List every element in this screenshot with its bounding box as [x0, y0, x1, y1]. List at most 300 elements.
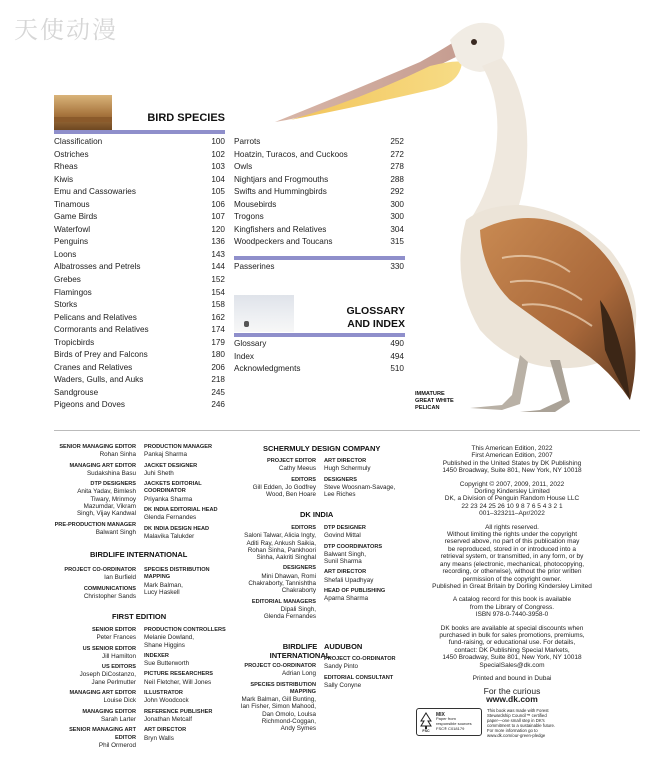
credit-name: Aditi Ray, Ankush Saikia,	[246, 539, 316, 547]
credit-role: SENIOR MANAGING EDITOR	[59, 444, 136, 450]
toc-entry-page: 107	[211, 212, 225, 222]
toc-entry[interactable]	[234, 136, 404, 149]
credit-name: Melanie Dowland,	[144, 634, 195, 642]
toc-entry-title: Classification	[54, 137, 103, 146]
toc-entry-title: Tinamous	[54, 199, 90, 209]
rights-info	[412, 524, 612, 591]
fsc-brand-text: FSC	[422, 729, 430, 732]
toc-entry[interactable]	[234, 199, 404, 212]
credit-role: PROJECT CO-ORDINATOR	[64, 567, 136, 573]
credit-name: Louise Dick	[103, 697, 136, 705]
toc-entry[interactable]	[54, 149, 225, 162]
credit-entry	[144, 709, 229, 724]
credit-name: Priyanka Sharma	[144, 495, 193, 503]
text-line: Dorling Kindersley Limited	[474, 488, 550, 496]
credits-b1	[54, 567, 136, 604]
fsc-logo	[416, 708, 482, 736]
text-line: recording, or otherwise), without the prior written	[442, 568, 582, 576]
credit-entry	[324, 569, 410, 584]
credit-name: Mark Balman,	[144, 581, 183, 589]
credit-name: Balwant Singh	[95, 528, 136, 536]
credits-b2	[144, 567, 229, 600]
toc-entry-page: 330	[390, 262, 404, 271]
glossary-list	[234, 338, 404, 376]
toc-entry-page: 158	[211, 300, 225, 310]
toc-entry[interactable]	[54, 387, 225, 400]
toc-entry-title: Storks	[54, 300, 78, 310]
credit-role: JACKETS EDITORIAL COORDINATOR	[144, 481, 202, 495]
toc-entry[interactable]	[54, 249, 225, 262]
text-line: retrieval system, or transmitted, in any form, or by	[440, 553, 584, 561]
species-heading: BIRD SPECIES	[147, 112, 225, 124]
credit-entry	[54, 664, 136, 686]
toc-entry-page: 292	[390, 187, 404, 197]
credit-name: Govind Mittal	[324, 532, 361, 540]
toc-entry-title: Hoatzin, Turacos, and Cuckoos	[234, 149, 348, 159]
toc-entry-page: 490	[390, 339, 404, 348]
toc-entry-title: Trogons	[234, 212, 264, 222]
credits-d2	[324, 525, 410, 607]
toc-entry[interactable]	[54, 136, 225, 149]
toc-entry-title: Nightjars and Frogmouths	[234, 174, 329, 184]
first-edition-heading: FIRST EDITION	[112, 612, 167, 621]
credit-name: Rohan Sinha, Pankhoori	[247, 546, 316, 554]
credit-name: Ian Fisher, Simon Mahood,	[240, 703, 316, 711]
toc-entry[interactable]	[54, 236, 225, 249]
toc-entry[interactable]	[54, 299, 225, 312]
credit-entry	[324, 477, 410, 499]
toc-entry[interactable]	[234, 174, 404, 187]
toc-entry-title: Flamingos	[54, 287, 92, 297]
credit-role: ILLUSTRATOR	[144, 690, 183, 697]
text-line: Without limiting the rights under the copyright	[446, 531, 578, 539]
credit-entry	[144, 671, 229, 686]
copyright-info	[412, 481, 612, 518]
toc-entry[interactable]	[54, 199, 225, 212]
text-line: from the Library of Congress.	[469, 603, 555, 611]
watermark: 天使动漫	[14, 16, 118, 44]
credit-entry	[54, 567, 136, 582]
credit-role: EDITORIAL MANAGERS	[251, 598, 316, 605]
credit-entry	[54, 444, 136, 459]
glossary-banner-image	[234, 295, 294, 332]
text-line: paper—one small step in DK's	[487, 718, 545, 723]
credit-role: EDITORIAL CONSULTANT	[324, 674, 394, 681]
credit-role: MANAGING ART EDITOR	[69, 690, 136, 697]
text-line: ISBN 978-0-7440-3958-0	[475, 611, 549, 619]
credit-role: EDITORS	[291, 476, 316, 483]
toc-entry[interactable]	[234, 224, 404, 237]
credit-role: SENIOR EDITOR	[91, 627, 136, 633]
toc-entry[interactable]	[234, 338, 404, 351]
credit-role: REFERENCE PUBLISHER	[144, 708, 213, 715]
toc-entry-page: 162	[211, 312, 225, 322]
credit-role: EDITORS	[291, 525, 316, 531]
toc-entry[interactable]	[54, 261, 225, 274]
toc-entry-title: Kiwis	[54, 174, 74, 184]
credit-entry	[232, 565, 316, 594]
toc-entry-title: Ostriches	[54, 149, 89, 159]
toc-entry-page: 105	[211, 187, 225, 197]
credits-au	[324, 656, 410, 693]
credit-name: Dan Omolo, Loulsa	[262, 710, 316, 718]
toc-entry-page: 106	[211, 199, 225, 209]
credits-s2	[324, 458, 410, 502]
credit-name: Joseph DiCostanzo,	[79, 671, 136, 679]
credit-name: Ian Burfield	[104, 574, 136, 582]
credit-entry	[324, 675, 410, 690]
credit-name: Sunil Sharma	[324, 558, 362, 566]
text-line: All rights reserved.	[485, 523, 539, 531]
toc-entry[interactable]	[54, 374, 225, 387]
text-line: permission of the copyright owner.	[462, 575, 562, 583]
credit-entry	[232, 682, 316, 733]
toc-entry-title: Parrots	[234, 137, 261, 146]
text-line: any means (electronic, mechanical, photocopying,	[439, 560, 585, 568]
toc-entry-title: Grebes	[54, 275, 81, 285]
credit-name: Aparna Sharma	[324, 595, 369, 603]
toc-entry-page: 288	[390, 174, 404, 184]
toc-entry-page: 246	[211, 400, 225, 410]
credit-name: Steve Woosnam-Savage,	[324, 483, 396, 491]
toc-entry[interactable]	[54, 362, 225, 375]
credit-name: Christopher Sands	[83, 592, 136, 600]
sales-info	[412, 625, 612, 669]
toc-entry-page: 252	[390, 137, 404, 146]
credit-entry	[232, 599, 316, 621]
credit-name: Sinha, Aakriti Singhal	[256, 554, 316, 562]
species-rule	[54, 130, 225, 134]
credit-entry	[54, 627, 136, 642]
toc-entry[interactable]	[234, 363, 404, 376]
credit-entry	[144, 526, 229, 541]
credit-name: Cathy Meeus	[278, 465, 316, 473]
toc-entry[interactable]	[54, 174, 225, 187]
credit-role: JACKET DESIGNER	[144, 462, 198, 469]
credit-name: Saloni Talwar, Alicia Ingty,	[244, 532, 316, 540]
credit-role: SPECIES DISTRIBUTION MAPPING	[250, 681, 316, 695]
credit-name: Neil Fletcher, Will Jones	[144, 678, 212, 686]
text-line: Published in the United States by DK Publishing	[442, 459, 582, 467]
toc-entry-title: Acknowledgments	[234, 364, 301, 374]
text-line: fund-raising, or educational use. For details,	[448, 639, 576, 647]
credit-role: DK INDIA EDITORIAL HEAD	[144, 507, 218, 514]
text-line: DK books are available at special discounts when	[440, 624, 584, 632]
credit-entry	[324, 544, 410, 566]
toc-entry-title: Owls	[234, 162, 253, 172]
printed-info: Printed and bound in Dubai	[472, 674, 552, 682]
toc-entry[interactable]	[54, 312, 225, 325]
birdlife-heading: BIRDLIFE INTERNATIONAL	[90, 550, 188, 559]
credit-name: Sandy Pinto	[324, 663, 358, 671]
text-line: First American Edition, 2007	[471, 452, 553, 460]
credit-name: Jonathan Metcalf	[144, 715, 192, 723]
credit-name: Phil Ormerod	[98, 741, 136, 749]
credit-name: Tiwary, Mrinmoy	[90, 495, 136, 503]
toc-entry[interactable]	[234, 211, 404, 224]
toc-entry[interactable]	[54, 287, 225, 300]
credit-name: Mini Dhawan, Romi	[261, 572, 316, 580]
schermuly-heading: SCHERMULY DESIGN COMPANY	[263, 444, 381, 453]
toc-entry-title: Woodpeckers and Toucans	[234, 237, 333, 247]
toc-entry[interactable]	[234, 149, 404, 162]
credit-name: Malavika Talukder	[144, 532, 195, 540]
credit-entry	[54, 481, 136, 517]
text-line: DK, a Division of Penguin Random House LLC	[444, 495, 580, 503]
credit-name: Adrian Long	[282, 670, 316, 678]
audubon-heading: AUDUBON	[324, 642, 363, 651]
credit-name: Anita Yadav, Bimlesh	[77, 488, 136, 496]
text-line: A catalog record for this book is available	[452, 596, 572, 604]
toc-entry-title: Waterfowl	[54, 224, 91, 234]
credit-role: DTP COORDINATORS	[324, 543, 383, 550]
toc-entry[interactable]	[54, 186, 225, 199]
credit-role: DESIGNERS	[324, 476, 357, 483]
credit-name: Glenda Fernandes	[263, 613, 316, 621]
credit-role: DTP DESIGNER	[324, 525, 366, 531]
toc-entry-page: 120	[211, 224, 225, 234]
credit-name: Shane Higgins	[144, 641, 185, 649]
credit-entry	[144, 444, 229, 459]
species-list-1	[54, 136, 225, 412]
credit-name: Mark Balman, Gill Bunting,	[241, 696, 316, 704]
toc-entry-title: Pigeons and Doves	[54, 400, 126, 410]
credit-entry	[144, 481, 229, 503]
credit-role: US EDITORS	[101, 664, 136, 671]
toc-entry[interactable]	[54, 324, 225, 337]
credit-name: Sally Conyne	[324, 681, 362, 689]
credit-role: MANAGING EDITOR	[82, 708, 136, 715]
dk-url[interactable]: www.dk.com	[486, 693, 538, 704]
toc-entry-page: 100	[211, 137, 225, 146]
text-line: This American Edition, 2022	[471, 445, 553, 452]
credit-name: Gill Edden, Jo Godfrey	[252, 483, 316, 491]
credit-entry	[144, 507, 229, 522]
toc-entry[interactable]	[54, 337, 225, 350]
glossary-rule	[234, 333, 405, 337]
text-line: 001–323211–Apr/2022	[479, 510, 545, 518]
toc-entry[interactable]	[234, 261, 404, 274]
credit-role: PRE-PRODUCTION MANAGER	[54, 521, 136, 528]
credits-f2	[144, 627, 229, 746]
toc-entry-page: 102	[211, 149, 225, 159]
credit-role: PROJECT CO-ORDINATOR	[324, 656, 396, 662]
toc-entry-title: Emu and Cassowaries	[54, 187, 136, 197]
toc-entry[interactable]	[54, 274, 225, 287]
credit-entry	[54, 690, 136, 705]
credits-f1	[54, 627, 136, 753]
credit-name: Lee Riches	[324, 491, 356, 499]
text-line: 1450 Broadway, Suite 801, New York, NY 10018	[442, 467, 582, 475]
credit-entry	[144, 463, 229, 478]
toc-entry[interactable]	[234, 236, 404, 249]
toc-entry-title: Loons	[54, 249, 77, 259]
text-line: SpecialSales@dk.com	[479, 661, 545, 669]
dk-india-heading: DK INDIA	[300, 510, 334, 519]
species-list-3	[234, 261, 404, 274]
toc-entry-title: Pelicans and Relatives	[54, 312, 137, 322]
toc-entry-page: 272	[390, 149, 404, 159]
credit-entry	[232, 525, 316, 561]
birdlife-2-heading: BIRDLIFE INTERNATIONAL	[269, 642, 331, 660]
credit-name: Balwant Singh,	[324, 550, 367, 558]
credit-name: Andy Symes	[280, 725, 316, 733]
toc-entry-title: Sandgrouse	[54, 387, 99, 397]
text-line: This book was made with Forest	[487, 708, 549, 713]
toc-entry[interactable]	[54, 224, 225, 237]
toc-entry-page: 104	[211, 174, 225, 184]
text-line: Published in Great Britain by Dorling Kindersley Limited	[432, 582, 592, 590]
text-line: contact: DK Publishing Special Markets,	[454, 646, 570, 654]
credits-bl	[232, 663, 316, 737]
credit-entry	[54, 463, 136, 478]
credits-c2	[144, 444, 229, 544]
toc-entry-title: Passerines	[234, 262, 275, 271]
text-line: commitment to a sustainable future.	[487, 723, 556, 728]
credit-name: Sarah Larter	[100, 715, 136, 723]
credit-role: US SENIOR EDITOR	[82, 645, 136, 652]
text-line: 1450 Broadway, Suite 801, New York, NY 10018	[442, 654, 582, 662]
credit-entry	[324, 458, 410, 473]
credit-role: ART DIRECTOR	[324, 569, 367, 576]
credit-name: Juhi Sheth	[144, 469, 174, 477]
toc-entry-title: Cormorants and Relatives	[54, 325, 149, 335]
toc-entry-page: 154	[211, 287, 225, 297]
toc-entry-title: Rheas	[54, 162, 78, 172]
toc-entry-page: 304	[390, 224, 404, 234]
credit-role: PRODUCTION CONTROLLERS	[144, 627, 226, 633]
toc-entry-page: 180	[211, 350, 225, 360]
toc-entry[interactable]	[234, 351, 404, 364]
toc-entry-page: 218	[211, 375, 225, 385]
credit-entry	[144, 690, 229, 705]
text-line: 22 23 24 25 26 10 9 8 7 6 5 4 3 2 1	[461, 502, 563, 510]
credit-role: INDEXER	[144, 652, 169, 659]
toc-entry-title: Waders, Gulls, and Auks	[54, 375, 144, 385]
credit-name: Richmond-Coggan,	[261, 718, 316, 726]
credit-entry	[54, 646, 136, 661]
credits-c1	[54, 444, 136, 540]
toc-entry-title: Tropicbirds	[54, 337, 95, 347]
credits-d1	[232, 525, 316, 625]
credit-entry	[232, 477, 316, 499]
credit-role: COMMUNICATIONS	[83, 585, 136, 592]
tagline: For the curious	[483, 686, 541, 697]
credit-entry	[144, 727, 229, 742]
credit-role: PROJECT CO-ORDINATOR	[244, 663, 316, 669]
toc-entry-page: 179	[211, 337, 225, 347]
credit-name: John Woodcock	[144, 697, 189, 705]
toc-entry-page: 136	[211, 237, 225, 247]
credit-role: DTP DESIGNERS	[90, 481, 136, 488]
toc-entry-title: Birds of Prey and Falcons	[54, 350, 148, 360]
toc-entry-page: 143	[211, 249, 225, 259]
species-list-2	[234, 136, 404, 249]
credit-role: ART DIRECTOR	[324, 458, 367, 464]
credit-role: PROJECT EDITOR	[266, 458, 316, 464]
credit-role: PRODUCTION MANAGER	[144, 444, 213, 450]
text-line: purchased in bulk for sales promotions, premiums,	[439, 631, 585, 639]
toc-entry-page: 315	[390, 237, 404, 247]
catalog-info	[412, 596, 612, 618]
credit-entry	[54, 709, 136, 724]
toc-entry-page: 174	[211, 325, 225, 335]
credit-entry	[54, 727, 136, 749]
credit-name: Jane Perlmutter	[91, 678, 136, 686]
credit-role: MANAGING ART EDITOR	[69, 462, 136, 469]
credit-role: SENIOR MANAGING ART EDITOR	[69, 727, 136, 741]
toc-entry[interactable]	[234, 161, 404, 174]
credit-role: DESIGNERS	[283, 565, 316, 572]
credit-name: Singh, Vijay Kandwal	[76, 510, 136, 518]
credit-name: Rohan Sinha	[99, 451, 136, 459]
fsc-text: MIX Paper from responsible sources FSC® C018179	[436, 711, 472, 731]
credit-role: HEAD OF PUBLISHING	[324, 588, 386, 595]
credit-role: SPECIES DISTRIBUTION MAPPING	[144, 567, 210, 581]
credit-name: Hugh Schermuly	[324, 465, 371, 473]
toc-entry-page: 144	[211, 262, 225, 272]
credit-name: Chakraborty, Tannishtha	[248, 580, 316, 588]
credit-name: Pankaj Sharma	[144, 451, 188, 459]
toc-entry-page: 300	[390, 212, 404, 222]
toc-entry-page: 300	[390, 199, 404, 209]
toc-entry-title: Cranes and Relatives	[54, 362, 133, 372]
toc-entry-title: Kingfishers and Relatives	[234, 224, 327, 234]
credit-entry	[54, 586, 136, 601]
toc-entry[interactable]	[234, 186, 404, 199]
credit-entry	[324, 656, 410, 671]
toc-entry-title: Penguins	[54, 237, 89, 247]
toc-entry[interactable]	[54, 161, 225, 174]
toc-entry[interactable]	[54, 349, 225, 362]
toc-entry-title: Mousebirds	[234, 199, 277, 209]
toc-entry[interactable]	[54, 399, 225, 412]
credits-s1	[232, 458, 316, 502]
credit-name: Sue Butterworth	[144, 660, 190, 668]
text-line: For more information go to	[487, 728, 538, 733]
credit-entry	[324, 588, 410, 603]
credit-name: Glenda Fernandes	[144, 514, 197, 522]
credit-name: Wood, Ben Hoare	[266, 491, 316, 499]
publisher-info	[412, 445, 612, 703]
toc-entry-page: 510	[390, 364, 404, 374]
credit-entry	[232, 663, 316, 678]
credit-name: Shefali Upadhyay	[324, 576, 374, 584]
glossary-heading: GLOSSARY AND INDEX	[346, 305, 405, 330]
toc-entry[interactable]	[54, 211, 225, 224]
passerines-rule	[234, 256, 405, 260]
credit-entry	[144, 627, 229, 649]
text-line: Stewardship Council™ certified	[487, 713, 547, 718]
text-line: Copyright © 2007, 2009, 2011, 2022	[459, 480, 565, 488]
credit-name: Dipali Singh,	[280, 605, 316, 613]
credit-entry	[144, 653, 229, 668]
toc-entry-page: 245	[211, 387, 225, 397]
toc-entry-title: Swifts and Hummingbirds	[234, 187, 327, 197]
toc-entry-page: 278	[390, 162, 404, 172]
toc-entry-page: 494	[390, 351, 404, 361]
fsc-note	[487, 708, 595, 738]
toc-entry-title: Index	[234, 351, 255, 361]
toc-entry-page: 206	[211, 362, 225, 372]
credit-role: PICTURE RESEARCHERS	[144, 671, 213, 678]
credit-role: ART DIRECTOR	[144, 727, 187, 734]
credit-role: DK INDIA DESIGN HEAD	[144, 525, 210, 532]
text-line: be reproduced, stored in or introduced into a	[448, 545, 576, 553]
credit-name: Lucy Haskell	[144, 588, 180, 596]
credit-entry	[232, 458, 316, 473]
text-line: www.dk.com/our-green-pledge	[487, 733, 546, 738]
